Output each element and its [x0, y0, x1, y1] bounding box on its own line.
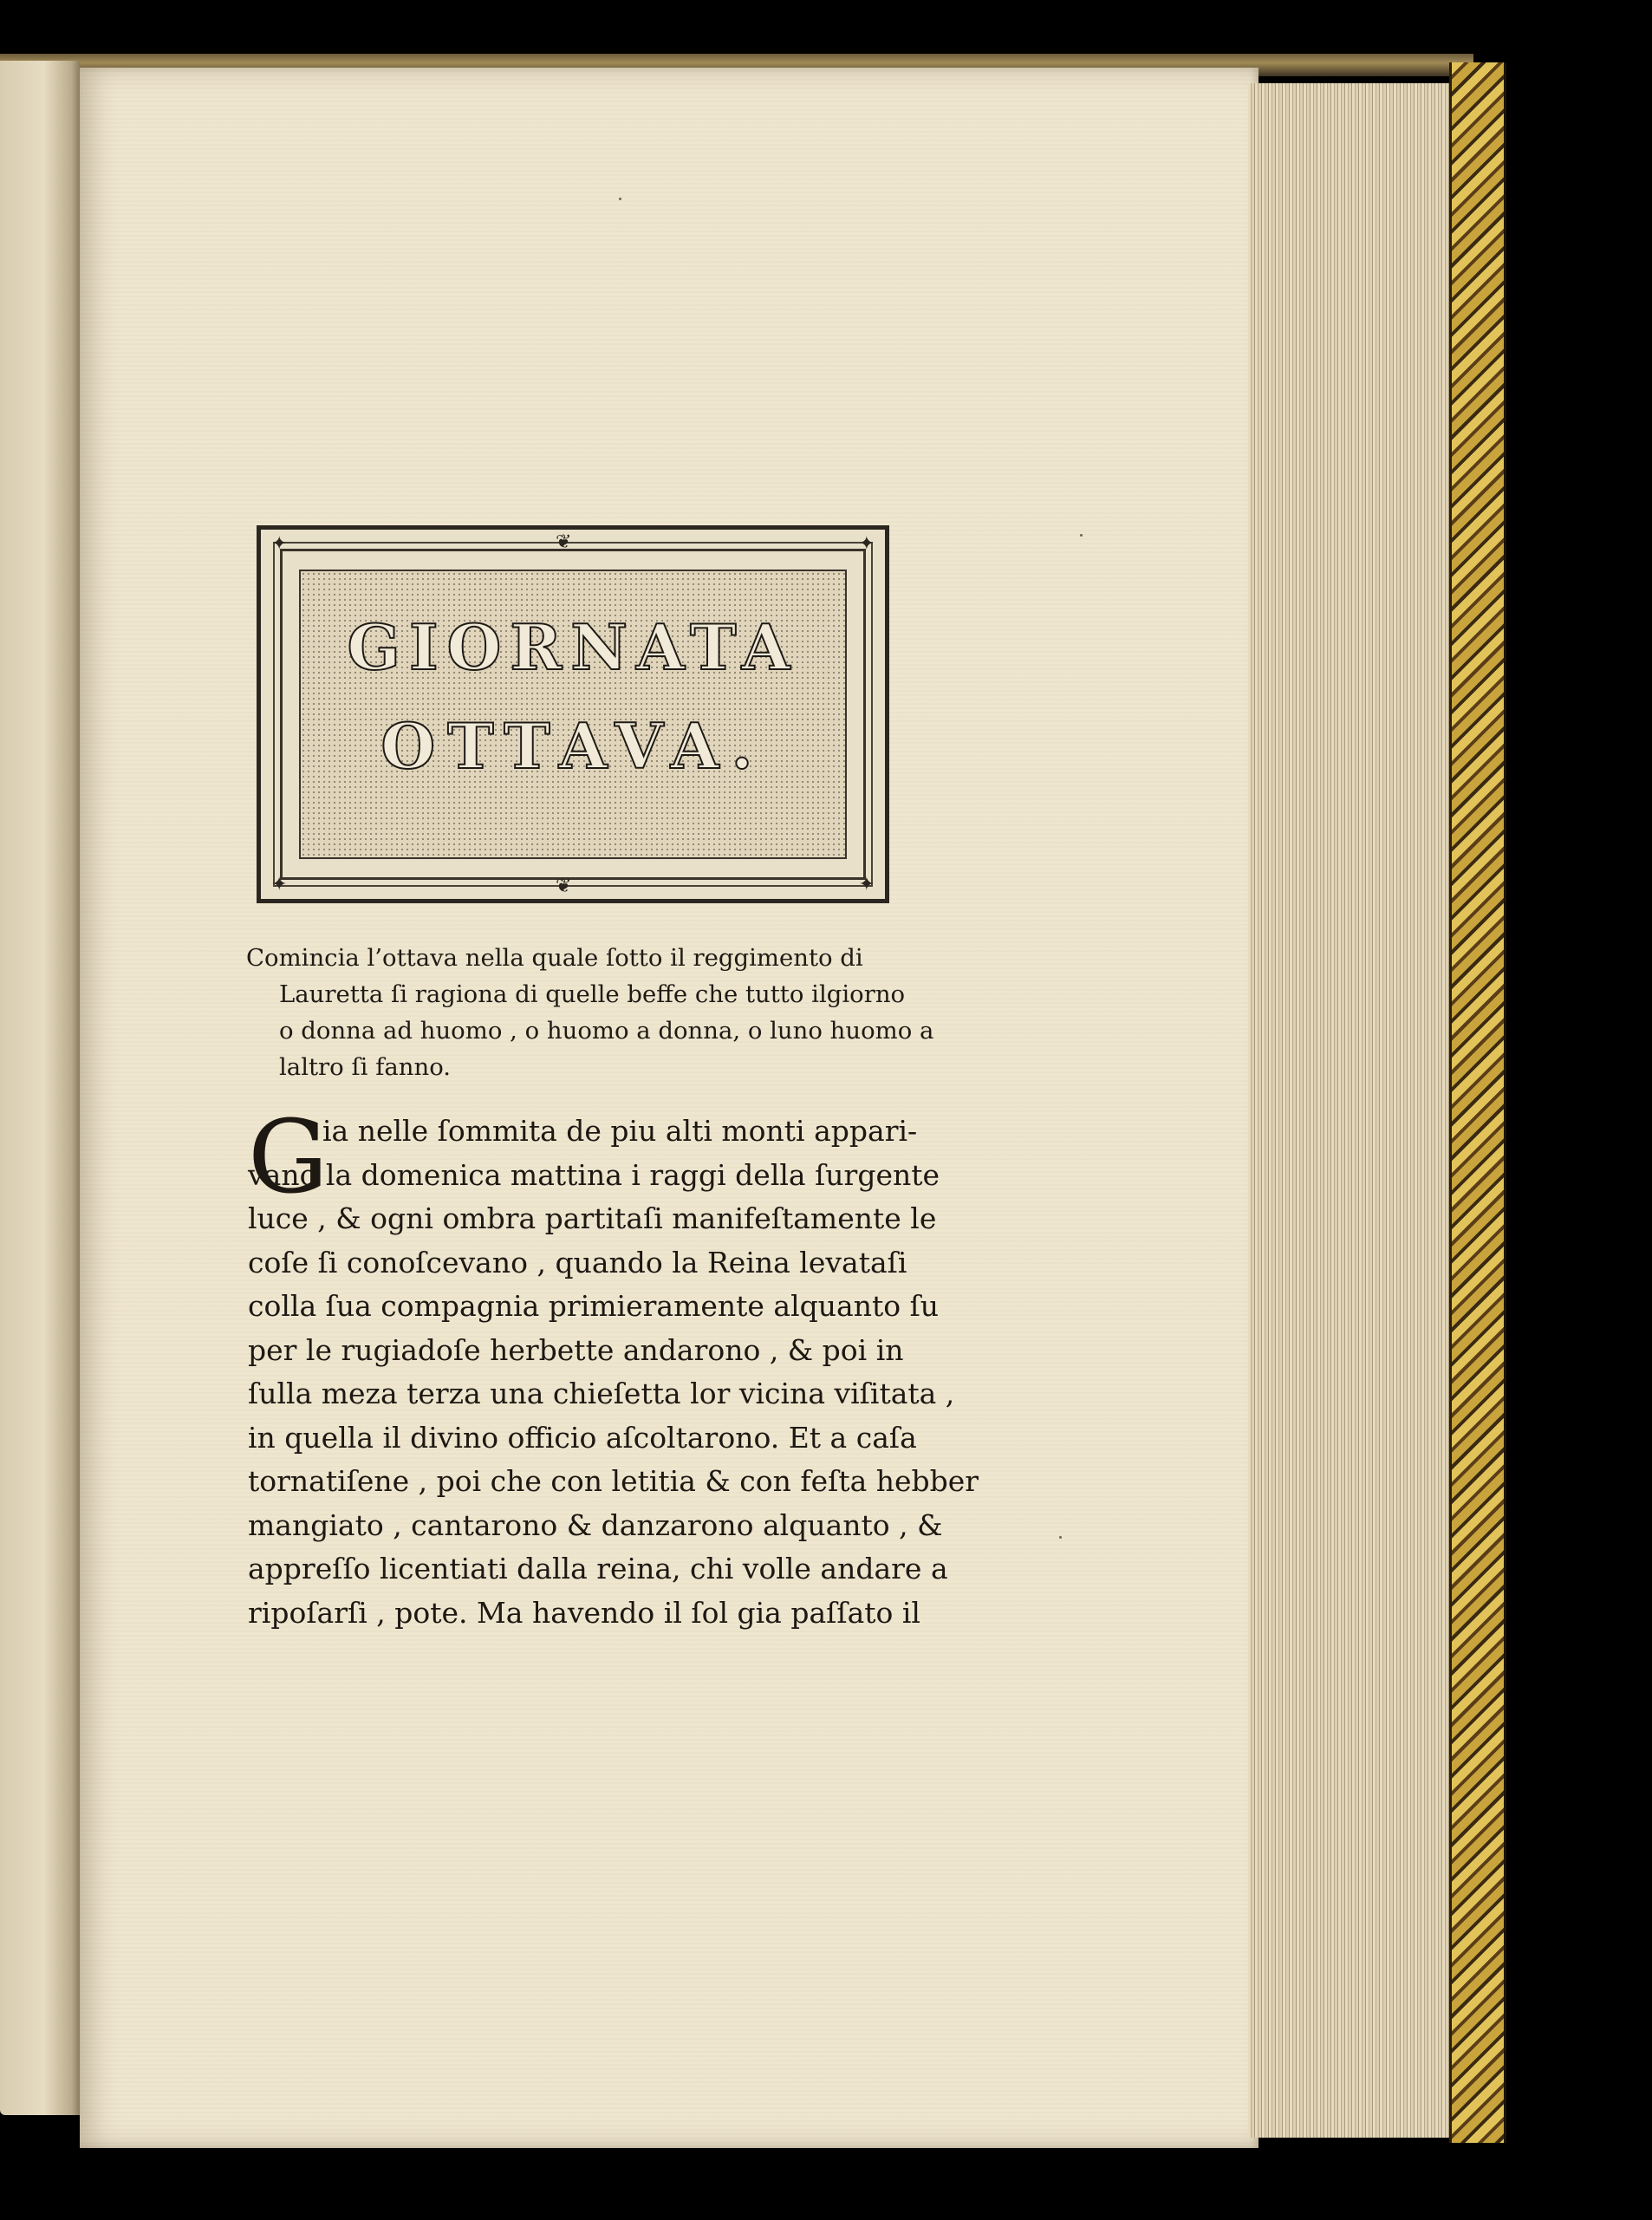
corner-ornament-icon: ✦ — [858, 533, 875, 555]
heading-line-1: GIORNATA — [347, 610, 799, 684]
body-line: per le rugiadoſe herbette andarono , & poi in — [248, 1332, 904, 1367]
corner-ornament-icon: ✦ — [271, 533, 288, 555]
caption-line: o donna ad huomo , o huomo a donna, o luno huomo a — [279, 1017, 934, 1045]
paper-speck — [1080, 534, 1083, 537]
gilt-spine-edge — [1449, 62, 1506, 2143]
body-line: in quella il divino officio aſcoltarono. Et a caſa — [248, 1420, 917, 1455]
left-page-edge — [0, 61, 80, 2115]
corner-ornament-icon: ✦ — [271, 874, 288, 895]
paper-speck — [619, 198, 621, 200]
body-line: tornatiſene , poi che con letitia & con feſta hebber — [248, 1464, 979, 1498]
paper-speck — [1059, 1536, 1062, 1539]
page-block-edge — [1248, 83, 1453, 2138]
body-line: ripoſarſi , pote. Ma havendo il ſol gia paſſato il — [248, 1595, 920, 1630]
corner-ornament-icon: ✦ — [858, 874, 875, 895]
body-line: vano la domenica mattina i raggi della ſurgente — [248, 1157, 940, 1192]
body-line: coſe ſi conoſcevano , quando la Reina levataſi — [248, 1245, 907, 1279]
chapter-caption — [246, 940, 934, 1085]
caption-line: Comincia l’ottava nella quale ſotto il reggimento di — [246, 944, 863, 972]
top-ornament-icon: ❦ — [556, 531, 572, 553]
body-text — [248, 1099, 979, 1635]
body-line: ſulla meza terza una chieſetta lor vicina viſitata , — [248, 1377, 955, 1410]
body-line: colla ſua compagnia primieramente alquanto ſu — [248, 1289, 940, 1323]
body-line: mangiato , cantarono & danzarono alquanto , & — [248, 1507, 943, 1542]
body-line: luce , & ogni ombra partitaſi manifeſtamente le — [248, 1201, 937, 1235]
heading-line-2: OTTAVA. — [380, 709, 765, 783]
body-line: ia nelle ſommita de piu alti monti appari- — [322, 1114, 918, 1148]
chapter-heading-plate — [257, 525, 889, 903]
body-line: appreſſo licentiati dalla reina, chi volle andare a — [248, 1552, 948, 1585]
caption-line: Lauretta ſi ragiona di quelle beffe che tutto ilgiorno — [279, 980, 906, 1008]
caption-line: laltro ſi fanno. — [279, 1053, 452, 1081]
bottom-ornament-icon: ❦ — [556, 876, 572, 897]
drop-cap: G — [248, 1099, 328, 1216]
